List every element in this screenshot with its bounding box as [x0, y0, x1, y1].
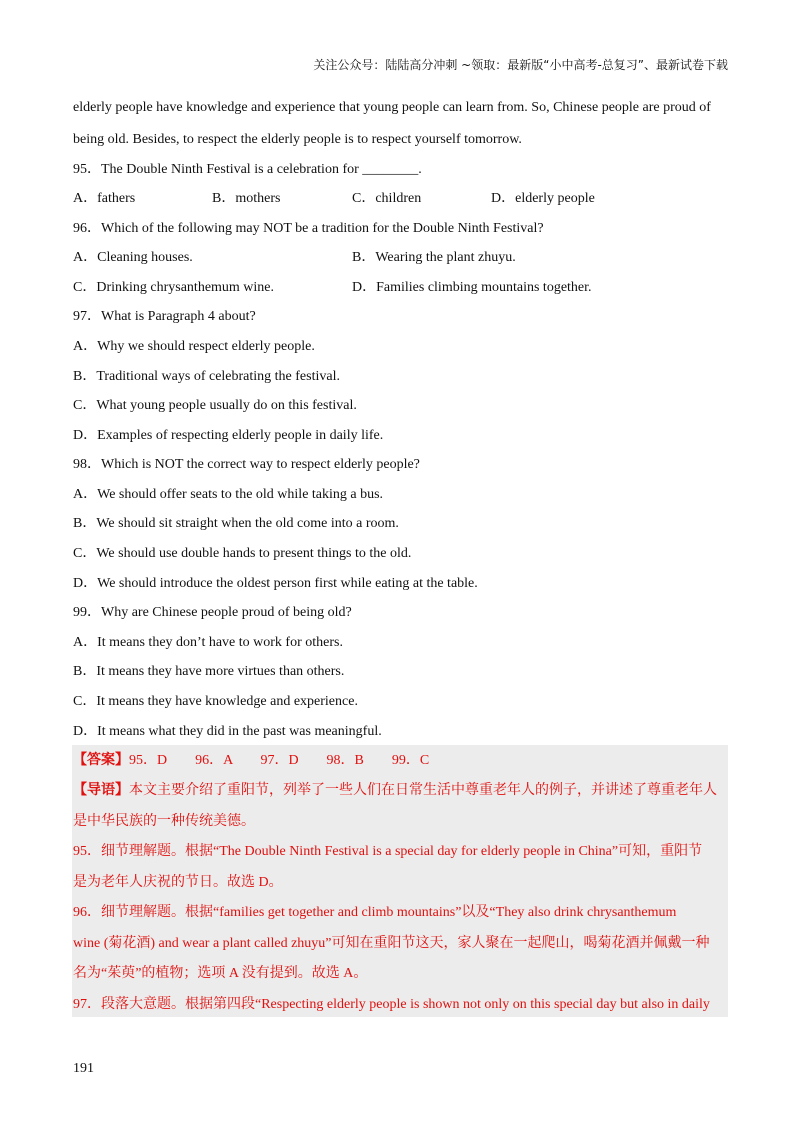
question-96: 96．Which of the following may NOT be a tradition for the Double Ninth Festival?: [73, 221, 544, 236]
explanation-96-line-1: 96．细节理解题。根据“families get together and climb mountains”以及“They also drink chrysanthemum: [73, 905, 677, 920]
option-96-b: B．Wearing the plant zhuyu.: [352, 250, 516, 265]
option-95-a: A．fathers: [73, 191, 136, 206]
answer-keys: 95．D 96．A 97．D 98．B 99．C: [129, 753, 430, 768]
question-98: 98．Which is NOT the correct way to respect elderly people?: [73, 457, 420, 472]
page-number: 191: [73, 1061, 94, 1076]
guide-label: 【导语】: [73, 783, 129, 798]
option-98-c: C．We should use double hands to present things to the old.: [73, 546, 412, 561]
option-99-b: B．It means they have more virtues than others.: [73, 664, 345, 679]
option-97-d: D．Examples of respecting elderly people in daily life.: [73, 428, 384, 443]
question-97: 97．What is Paragraph 4 about?: [73, 309, 256, 324]
answer-line: [73, 752, 429, 770]
explanation-96-line-3: 名为“茱萸”的植物；选项 A 没有提到。故选 A。: [73, 966, 368, 981]
option-97-b: B．Traditional ways of celebrating the festival.: [73, 369, 340, 384]
option-98-b: B．We should sit straight when the old come into a room.: [73, 516, 399, 531]
option-96-d: D．Families climbing mountains together.: [352, 280, 592, 295]
guide-text-1: 本文主要介绍了重阳节，列举了一些人们在日常生活中尊重老年人的例子，并讲述了尊重老年人: [129, 783, 717, 798]
explanation-97-line-1: 97．段落大意题。根据第四段“Respecting elderly people is shown not only on this special day but also in daily: [73, 997, 710, 1012]
explanation-95-line-2: 是为老年人庆祝的节日。故选 D。: [73, 875, 283, 890]
guide-line-1: [73, 782, 717, 800]
option-99-a: A．It means they don’t have to work for others.: [73, 635, 343, 650]
option-96-a: A．Cleaning houses.: [73, 250, 193, 265]
option-96-c: C．Drinking chrysanthemum wine.: [73, 280, 275, 295]
question-95: 95．The Double Ninth Festival is a celebration for ________.: [73, 162, 422, 177]
page-header: 关注公众号：陆陆高分冲刺 ~领取：最新版“小中高考-总复习”、最新试卷下载: [313, 58, 728, 72]
option-99-c: C．It means they have knowledge and experience.: [73, 694, 358, 709]
explanation-95-line-1: 95．细节理解题。根据“The Double Ninth Festival is a special day for elderly people in China”可知，重阳节: [73, 844, 703, 859]
answer-label: 【答案】: [73, 753, 129, 768]
option-95-b: B．mothers: [212, 191, 281, 206]
option-95-c: C．children: [352, 191, 422, 206]
option-99-d: D．It means what they did in the past was meaningful.: [73, 724, 382, 739]
passage-line-1: elderly people have knowledge and experience that young people can learn from. So, Chinese people are proud of: [73, 100, 711, 115]
option-95-d: D．elderly people: [491, 191, 595, 206]
question-99: 99．Why are Chinese people proud of being old?: [73, 605, 352, 620]
guide-line-2: 是中华民族的一种传统美德。: [73, 814, 255, 829]
explanation-96-line-2: wine (菊花酒) and wear a plant called zhuyu”可知在重阳节这天，家人聚在一起爬山，喝菊花酒并佩戴一种: [73, 936, 710, 951]
option-97-a: A．Why we should respect elderly people.: [73, 339, 315, 354]
passage-line-2: being old. Besides, to respect the elderly people is to respect yourself tomorrow.: [73, 132, 522, 147]
option-98-a: A．We should offer seats to the old while taking a bus.: [73, 487, 384, 502]
option-98-d: D．We should introduce the oldest person first while eating at the table.: [73, 576, 478, 591]
option-97-c: C．What young people usually do on this festival.: [73, 398, 357, 413]
